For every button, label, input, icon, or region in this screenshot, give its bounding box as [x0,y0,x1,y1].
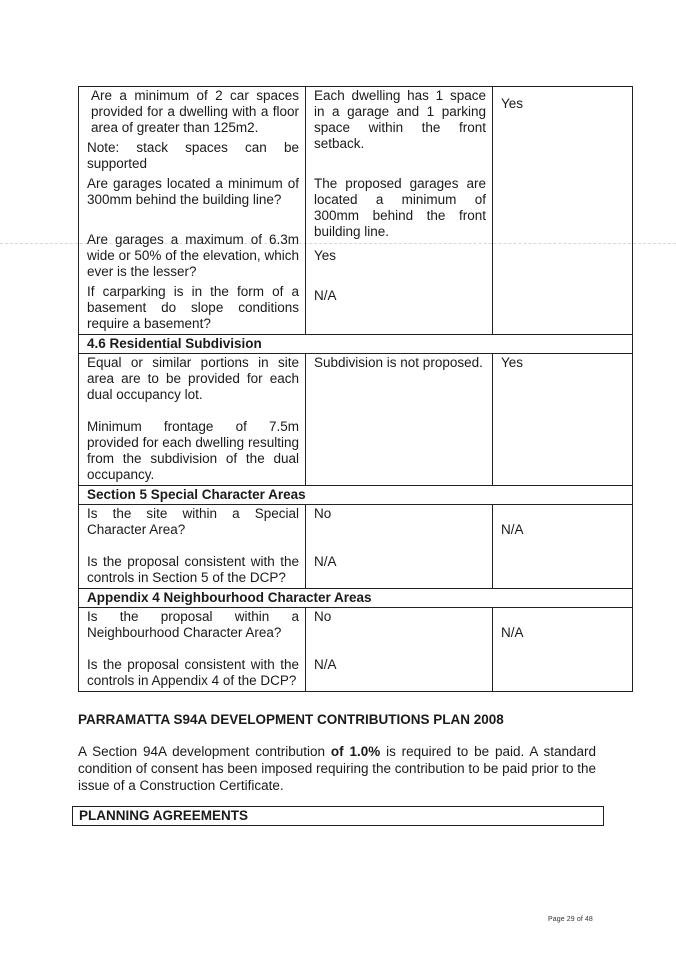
complies-text: N/A [501,522,524,537]
table-row-neighbourhood-character [79,608,633,692]
complies-text: Yes [501,355,524,370]
table-cell-complies [493,608,633,692]
complies-text: N/A [501,625,524,640]
table-cell-proposal [306,354,493,486]
table-cell-complies [493,87,633,335]
table-cell-control [79,87,306,335]
table-cell-proposal [306,87,493,335]
table-row-special-character [79,505,633,589]
table-cell-proposal [306,505,493,589]
proposal-text: No [314,609,332,624]
control-text: Equal or similar portions in site area are to be provided for each dual occupancy lot. [87,355,299,402]
complies-text: Yes [501,96,524,111]
section-heading-row [79,335,633,354]
section-heading: Section 5 Special Character Areas [79,486,633,505]
contributions-text: is required to be paid. A standard condition of consent has been imposed requiring the contribution to be paid prior to the issue of a Construction Certificate. [78,744,597,793]
proposal-text: N/A [314,554,337,569]
table-cell-proposal [306,608,493,692]
table-row-parking [79,87,633,335]
planning-agreements-heading: PLANNING AGREEMENTS [72,806,604,826]
proposal-text: N/A [314,657,337,672]
control-text: Is the proposal consistent with the controls in Appendix 4 of the DCP? [87,657,299,688]
table-cell-complies [493,505,633,589]
proposal-text: No [314,506,332,521]
table-cell-control [79,505,306,589]
table-cell-complies [493,354,633,486]
proposal-text: Subdivision is not proposed. [314,355,483,370]
section-heading: 4.6 Residential Subdivision [79,335,633,354]
control-text: Is the proposal within a Neighbourhood Character Area? [87,609,299,640]
control-text: Is the proposal consistent with the controls in Section 5 of the DCP? [87,554,299,585]
proposal-text: Yes [314,248,337,263]
contributions-paragraph [78,743,596,794]
contributions-rate: of 1.0% [330,744,381,759]
control-text: Are a minimum of 2 car spaces provided for a dwelling with a floor area of greater than 125m2. [91,88,299,135]
control-text: Is the site within a Special Character Area? [87,506,299,537]
contributions-text: A Section 94A development contribution [78,744,331,759]
section-heading-row [79,486,633,505]
proposal-text: Each dwelling has 1 space in a garage and 1 parking space within the front setback. [314,88,486,151]
control-text: Note: stack spaces can be supported [87,140,299,171]
table-cell-control [79,608,306,692]
table-cell-control [79,354,306,486]
control-text: If carparking is in the form of a basement do slope conditions require a basement? [87,284,299,331]
contributions-heading: PARRAMATTA S94A DEVELOPMENT CONTRIBUTIONS PLAN 2008 [78,712,504,727]
control-text: Are garages located a minimum of 300mm behind the building line? [87,176,299,207]
page-number: Page 29 of 48 [548,916,593,923]
section-heading: Appendix 4 Neighbourhood Character Areas [79,589,633,608]
dcp-compliance-table [78,86,633,692]
proposal-text: N/A [314,288,337,303]
section-heading-row [79,589,633,608]
proposal-text: The proposed garages are located a minimum of 300mm behind the front building line. [314,176,486,239]
table-row-subdivision [79,354,633,486]
control-text: Minimum frontage of 7.5m provided for each dwelling resulting from the subdivision of the dual occupancy. [87,419,299,482]
control-text: Are garages a maximum of 6.3m wide or 50% of the elevation, which ever is the lesser? [87,232,299,279]
